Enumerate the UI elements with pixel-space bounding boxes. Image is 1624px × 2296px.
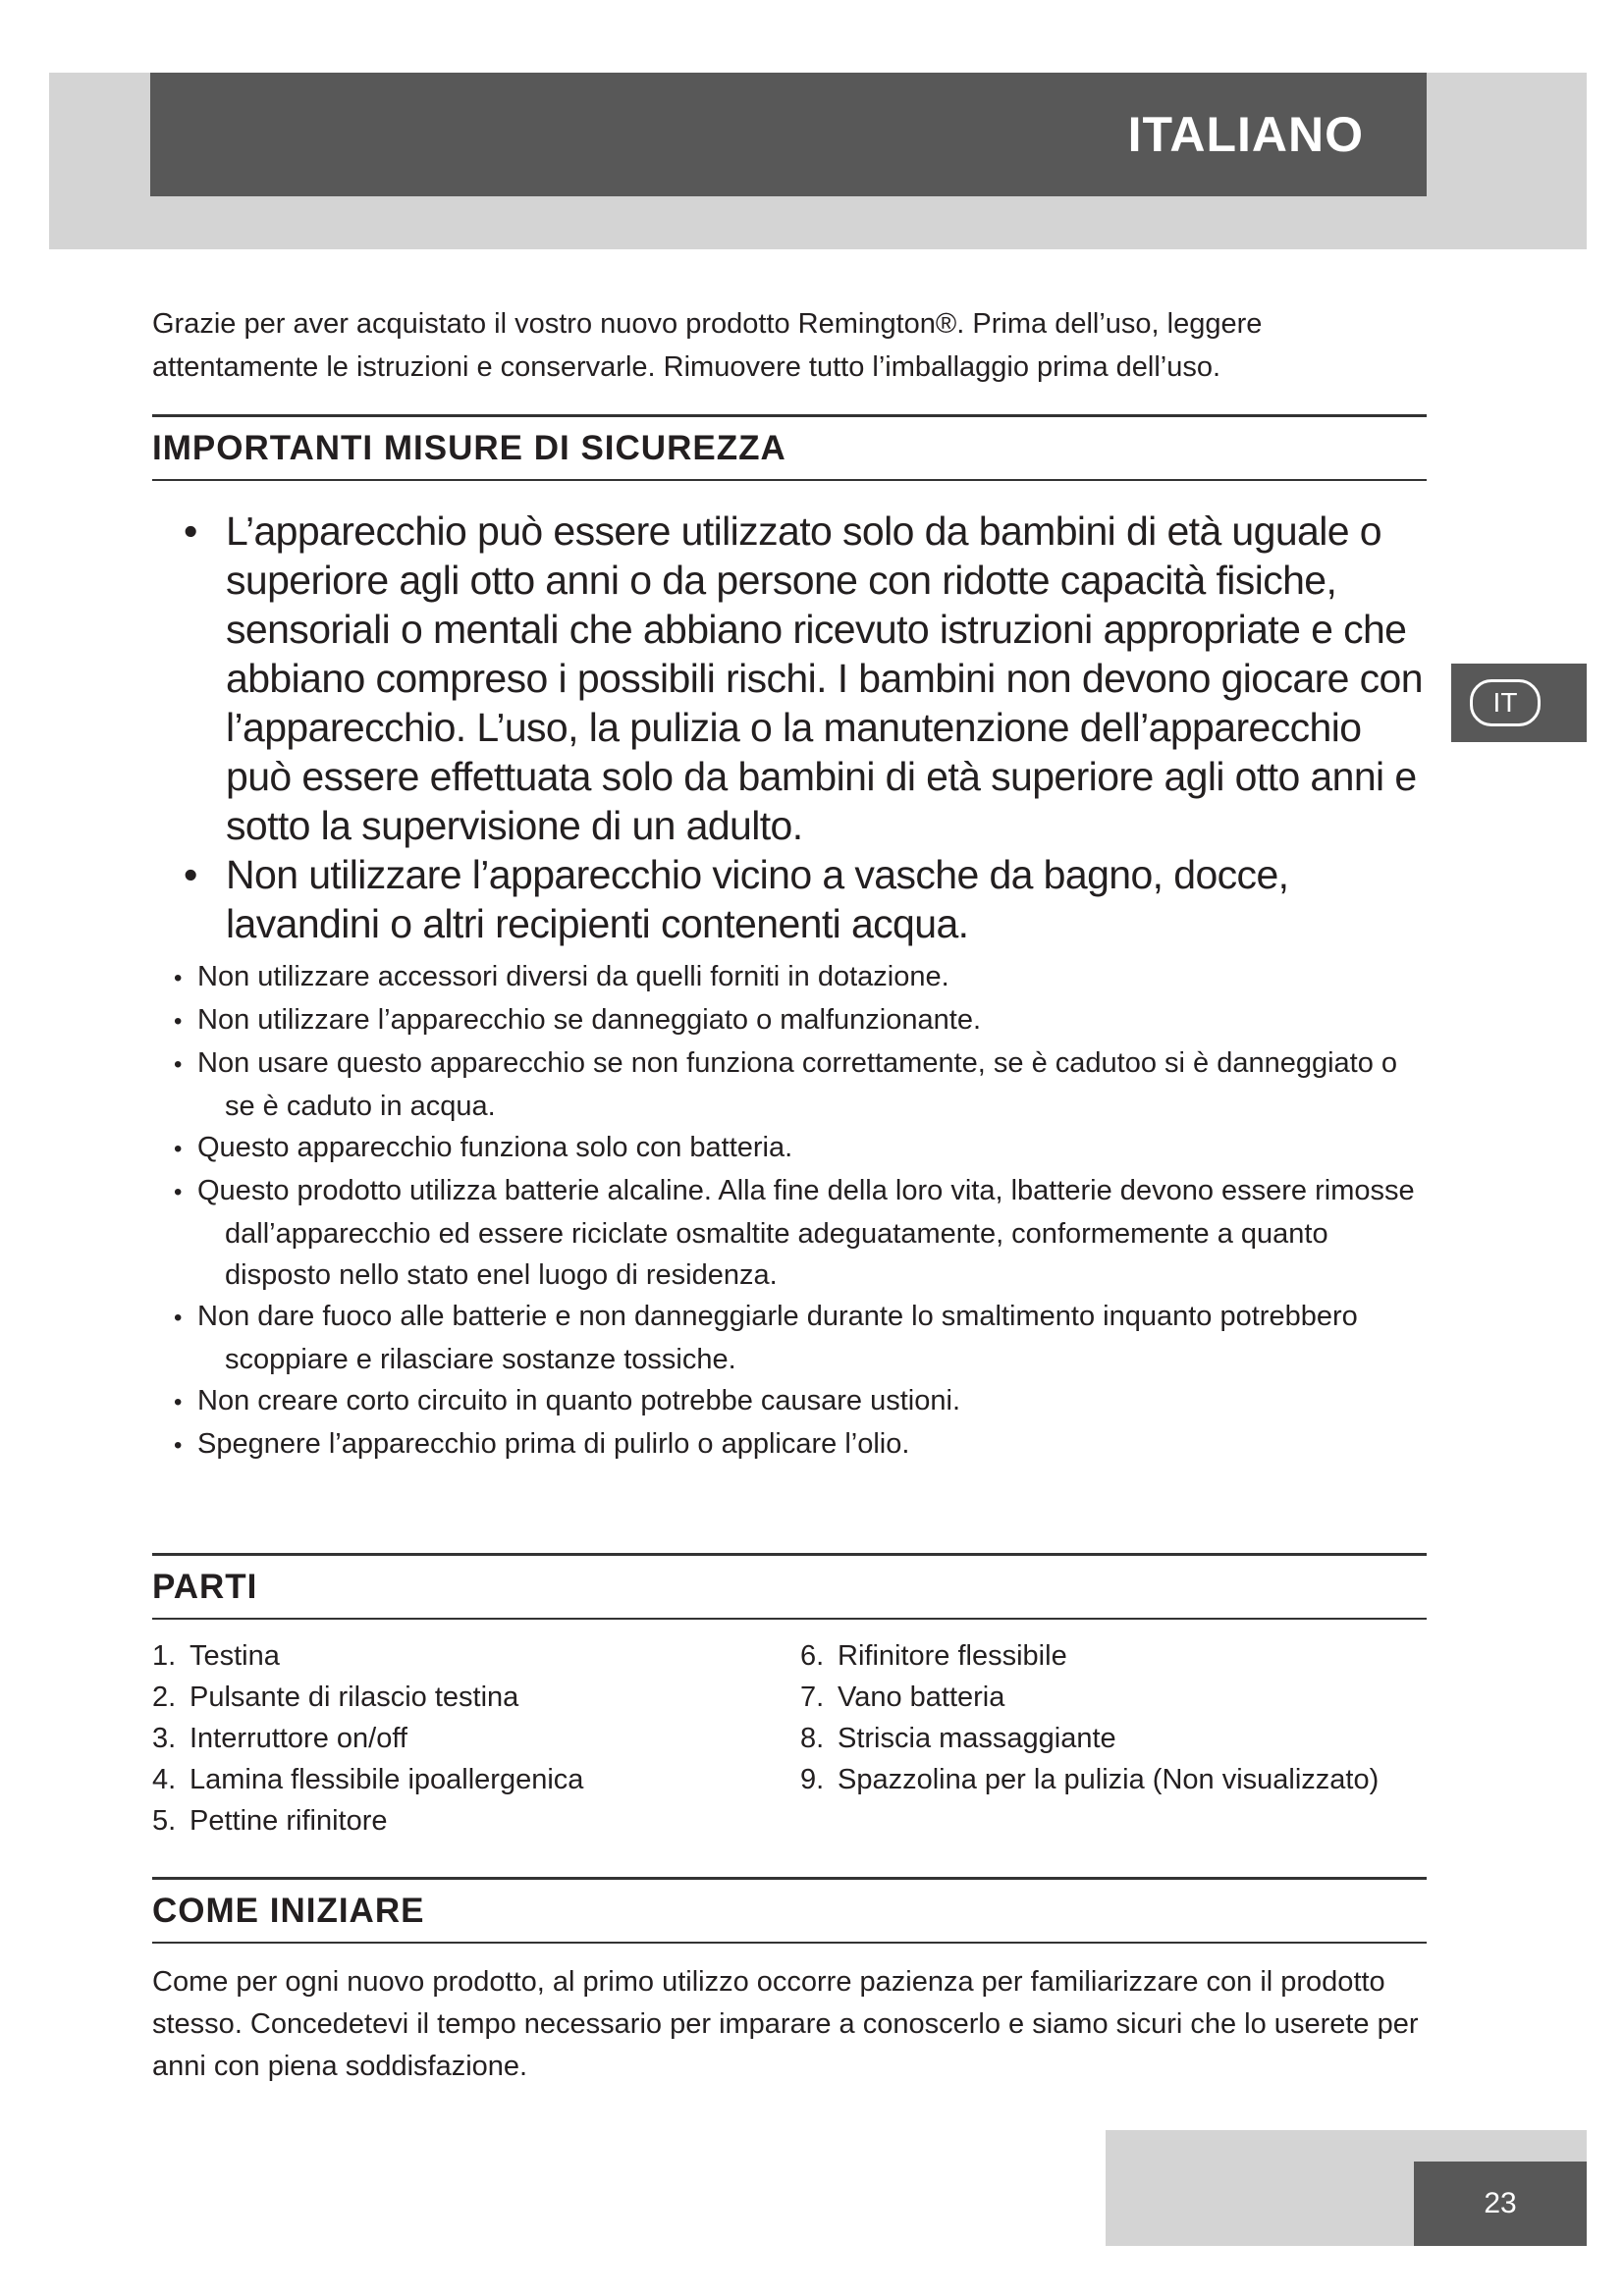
part-label: Pulsante di rilascio testina bbox=[189, 1682, 519, 1713]
safety-item: • Non utilizzare l’apparecchio se danneggiato o malfunzionante. bbox=[152, 999, 1427, 1042]
part-number: 6. bbox=[800, 1640, 825, 1672]
part-number: 5. bbox=[152, 1805, 177, 1837]
part-label: Striscia massaggiante bbox=[838, 1723, 1116, 1754]
part-label: Vano batteria bbox=[838, 1682, 1005, 1713]
parts-heading: PARTI bbox=[152, 1553, 1427, 1620]
safety-item: • Non utilizzare accessori diversi da quelli forniti in dotazione. bbox=[152, 956, 1427, 999]
language-code-badge: IT bbox=[1470, 679, 1541, 726]
safety-item: • Non creare corto circuito in quanto potrebbe causare ustioni. bbox=[152, 1380, 1427, 1423]
part-number: 8. bbox=[800, 1723, 825, 1754]
getting-started-heading: COME INIZIARE bbox=[152, 1877, 1427, 1944]
parts-column-left bbox=[152, 1635, 800, 1842]
part-number: 7. bbox=[800, 1682, 825, 1713]
part-item bbox=[800, 1677, 1409, 1718]
part-label: Spazzolina per la pulizia (Non visualizzato) bbox=[838, 1764, 1380, 1795]
safety-list bbox=[152, 507, 1427, 1467]
part-number: 3. bbox=[152, 1723, 177, 1754]
part-number: 4. bbox=[152, 1764, 177, 1795]
part-number: 2. bbox=[152, 1682, 177, 1713]
parts-list bbox=[152, 1635, 1427, 1842]
parts-column-right bbox=[800, 1635, 1409, 1842]
part-item bbox=[152, 1800, 800, 1842]
part-label: Interruttore on/off bbox=[189, 1723, 407, 1754]
part-number: 1. bbox=[152, 1640, 177, 1672]
safety-item: • Non utilizzare l’apparecchio vicino a vasche da bagno, docce, lavandini o altri recipienti contenenti acqua. bbox=[152, 850, 1427, 948]
safety-item: • Non dare fuoco alle batterie e non danneggiarle durante lo smaltimento inquanto potrebbero scoppiare e rilasciare sostanze tossiche. bbox=[152, 1296, 1427, 1380]
part-label: Pettine rifinitore bbox=[189, 1805, 388, 1837]
language-tab bbox=[1451, 664, 1587, 742]
part-item bbox=[800, 1759, 1409, 1800]
safety-item: • Non usare questo apparecchio se non funziona correttamente, se è cadutoo si è danneggiato o se è caduto in acqua. bbox=[152, 1042, 1427, 1127]
part-item bbox=[152, 1677, 800, 1718]
safety-item: • L’apparecchio può essere utilizzato solo da bambini di età uguale o superiore agli otto anni o da persone con ridotte capacità fisiche, sensoriali o mentali che abbiano ricevuto istruzioni appropriate e che abbiano compreso i possibili rischi. I bambini non devono giocare con l’apparecchio. L’uso, la pulizia o la manutenzione dell’apparecchio può essere effettuata solo da bambini di età superiore agli otto anni e sotto la supervisione di un adulto. bbox=[152, 507, 1427, 850]
intro-paragraph: Grazie per aver acquistato il vostro nuovo prodotto Remington®. Prima dell’uso, leggere attentamente le istruzioni e conservarle. Rimuovere tutto l’imballaggio prima dell’uso. bbox=[152, 308, 1263, 383]
safety-big-list bbox=[152, 507, 1427, 948]
safety-item: • Spegnere l’apparecchio prima di pulirlo o applicare l’olio. bbox=[152, 1423, 1427, 1467]
language-title: ITALIANO bbox=[150, 73, 1427, 196]
part-label: Testina bbox=[189, 1640, 280, 1672]
part-item bbox=[800, 1635, 1409, 1677]
page-number: 23 bbox=[1414, 2162, 1587, 2246]
part-item bbox=[152, 1759, 800, 1800]
part-label: Lamina flessibile ipoallergenica bbox=[189, 1764, 584, 1795]
part-label: Rifinitore flessibile bbox=[838, 1640, 1067, 1672]
part-item bbox=[800, 1718, 1409, 1759]
safety-item: • Questo prodotto utilizza batterie alcaline. Alla fine della loro vita, lbatterie devono essere rimosse dall’apparecchio ed essere riciclate osmaltite adeguatamente, conformemente a quanto disposto nello stato enel luogo di residenza. bbox=[152, 1170, 1427, 1296]
safety-small-list bbox=[152, 956, 1427, 1467]
getting-started-paragraph: Come per ogni nuovo prodotto, al primo utilizzo occorre pazienza per familiarizzare con il prodotto stesso. Concedetevi il tempo necessario per imparare a conoscerlo e siamo sicuri che lo userete per anni con piena soddisfazione. bbox=[152, 1966, 1419, 2082]
part-item bbox=[152, 1718, 800, 1759]
part-number: 9. bbox=[800, 1764, 825, 1795]
safety-heading: IMPORTANTI MISURE DI SICUREZZA bbox=[152, 414, 1427, 481]
part-item bbox=[152, 1635, 800, 1677]
safety-item: • Questo apparecchio funziona solo con batteria. bbox=[152, 1127, 1427, 1170]
